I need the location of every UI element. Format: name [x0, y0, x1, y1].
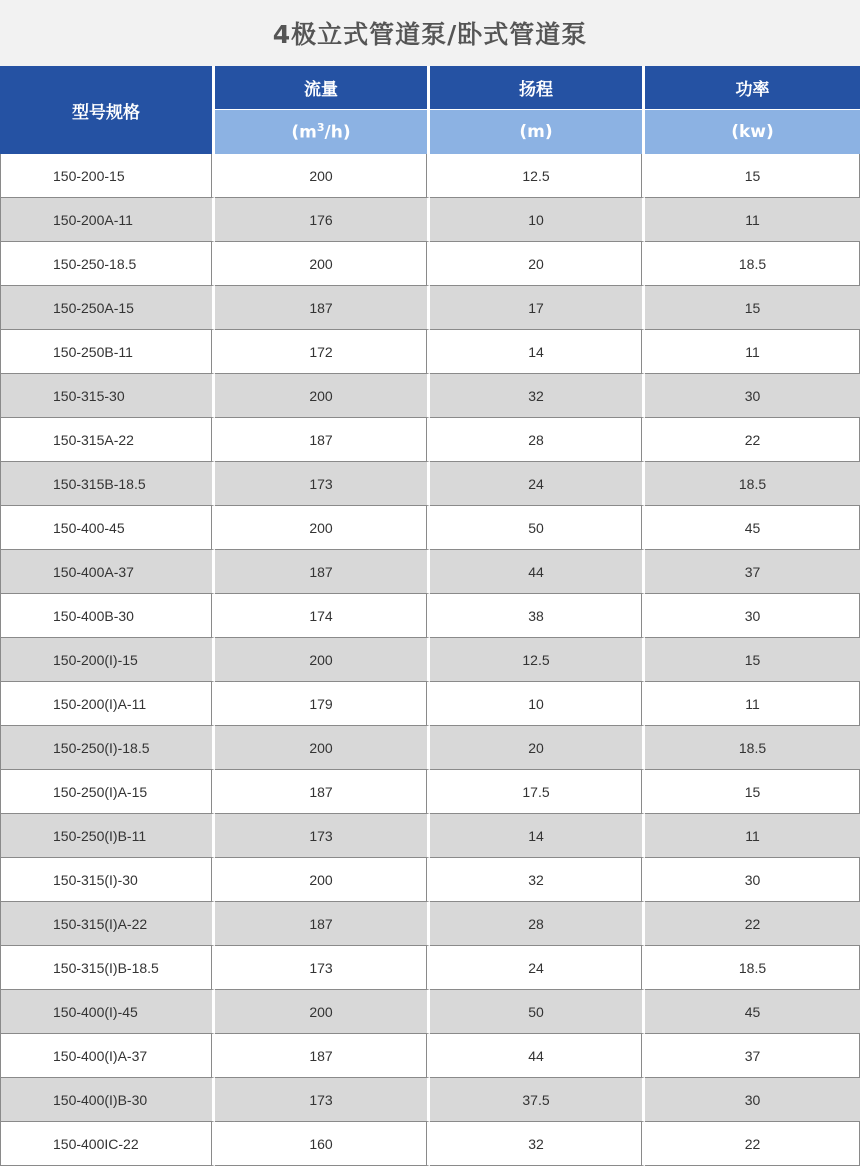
table-row: [0, 902, 860, 946]
table-body: [0, 154, 860, 1166]
table-row: [0, 286, 860, 330]
cell-flow: 176: [215, 198, 430, 242]
cell-model: 150-400(I)-45: [0, 990, 215, 1034]
flow-unit-superscript: 3: [316, 121, 325, 135]
column-header-head: 扬程: [430, 66, 645, 110]
table-row: [0, 1034, 860, 1078]
cell-power: 30: [645, 374, 860, 418]
cell-power: 18.5: [645, 726, 860, 770]
table-row: [0, 770, 860, 814]
cell-flow: 174: [215, 594, 430, 638]
cell-head: 17: [430, 286, 645, 330]
cell-head: 38: [430, 594, 645, 638]
cell-flow: 187: [215, 770, 430, 814]
cell-flow: 200: [215, 242, 430, 286]
cell-model: 150-315A-22: [0, 418, 215, 462]
column-header-model: 型号规格: [0, 66, 215, 154]
cell-power: 30: [645, 1078, 860, 1122]
cell-flow: 160: [215, 1122, 430, 1166]
table-row: [0, 418, 860, 462]
table-row: [0, 462, 860, 506]
cell-model: 150-200A-11: [0, 198, 215, 242]
cell-head: 14: [430, 330, 645, 374]
column-unit-flow: [215, 110, 430, 154]
cell-power: 45: [645, 506, 860, 550]
cell-model: 150-200(I)-15: [0, 638, 215, 682]
cell-power: 18.5: [645, 462, 860, 506]
cell-flow: 173: [215, 946, 430, 990]
cell-flow: 172: [215, 330, 430, 374]
cell-flow: 173: [215, 814, 430, 858]
cell-power: 45: [645, 990, 860, 1034]
cell-head: 28: [430, 418, 645, 462]
cell-power: 18.5: [645, 242, 860, 286]
cell-head: 14: [430, 814, 645, 858]
table-row: [0, 154, 860, 198]
cell-head: 44: [430, 550, 645, 594]
cell-power: 37: [645, 1034, 860, 1078]
cell-head: 17.5: [430, 770, 645, 814]
table-row: [0, 374, 860, 418]
cell-flow: 187: [215, 286, 430, 330]
cell-model: 150-315B-18.5: [0, 462, 215, 506]
cell-power: 15: [645, 154, 860, 198]
cell-power: 11: [645, 330, 860, 374]
cell-power: 22: [645, 418, 860, 462]
cell-power: 15: [645, 770, 860, 814]
cell-power: 37: [645, 550, 860, 594]
table-row: [0, 198, 860, 242]
cell-flow: 187: [215, 418, 430, 462]
cell-model: 150-315-30: [0, 374, 215, 418]
cell-model: 150-400(I)A-37: [0, 1034, 215, 1078]
cell-flow: 187: [215, 902, 430, 946]
cell-flow: 200: [215, 154, 430, 198]
cell-power: 11: [645, 198, 860, 242]
cell-model: 150-315(I)-30: [0, 858, 215, 902]
cell-head: 50: [430, 506, 645, 550]
cell-power: 11: [645, 682, 860, 726]
cell-power: 18.5: [645, 946, 860, 990]
cell-head: 32: [430, 374, 645, 418]
cell-power: 22: [645, 902, 860, 946]
cell-flow: 179: [215, 682, 430, 726]
table-row: [0, 550, 860, 594]
column-header-flow: 流量: [215, 66, 430, 110]
cell-model: 150-400(I)B-30: [0, 1078, 215, 1122]
cell-flow: 187: [215, 1034, 430, 1078]
table-row: [0, 990, 860, 1034]
cell-power: 30: [645, 594, 860, 638]
table-row: [0, 858, 860, 902]
cell-model: 150-250(I)B-11: [0, 814, 215, 858]
pump-spec-table: [0, 66, 860, 1166]
cell-head: 50: [430, 990, 645, 1034]
cell-model: 150-200-15: [0, 154, 215, 198]
cell-head: 10: [430, 198, 645, 242]
cell-model: 150-250A-15: [0, 286, 215, 330]
cell-power: 30: [645, 858, 860, 902]
cell-flow: 200: [215, 858, 430, 902]
cell-head: 20: [430, 242, 645, 286]
table-row: [0, 1122, 860, 1166]
cell-model: 150-400IC-22: [0, 1122, 215, 1166]
table-row: [0, 242, 860, 286]
cell-flow: 187: [215, 550, 430, 594]
cell-power: 15: [645, 286, 860, 330]
cell-head: 24: [430, 946, 645, 990]
page-title: 4极立式管道泵/卧式管道泵: [0, 0, 860, 66]
column-unit-power: (kw): [645, 110, 860, 154]
table-row: [0, 506, 860, 550]
table-row: [0, 1078, 860, 1122]
cell-power: 11: [645, 814, 860, 858]
cell-model: 150-200(I)A-11: [0, 682, 215, 726]
cell-model: 150-400A-37: [0, 550, 215, 594]
cell-head: 12.5: [430, 154, 645, 198]
cell-head: 12.5: [430, 638, 645, 682]
table-row: [0, 594, 860, 638]
cell-model: 150-400B-30: [0, 594, 215, 638]
cell-flow: 173: [215, 1078, 430, 1122]
cell-model: 150-250(I)A-15: [0, 770, 215, 814]
table-header: [0, 66, 860, 154]
cell-head: 32: [430, 1122, 645, 1166]
cell-flow: 200: [215, 506, 430, 550]
cell-flow: 200: [215, 374, 430, 418]
cell-model: 150-315(I)B-18.5: [0, 946, 215, 990]
cell-head: 28: [430, 902, 645, 946]
cell-model: 150-400-45: [0, 506, 215, 550]
cell-model: 150-250-18.5: [0, 242, 215, 286]
cell-head: 37.5: [430, 1078, 645, 1122]
cell-head: 32: [430, 858, 645, 902]
cell-power: 22: [645, 1122, 860, 1166]
cell-flow: 200: [215, 638, 430, 682]
table-row: [0, 330, 860, 374]
cell-head: 20: [430, 726, 645, 770]
cell-flow: 200: [215, 990, 430, 1034]
table-row: [0, 814, 860, 858]
table-row: [0, 682, 860, 726]
column-header-power: 功率: [645, 66, 860, 110]
table-row: [0, 726, 860, 770]
cell-model: 150-250B-11: [0, 330, 215, 374]
flow-unit-suffix: /h): [324, 122, 351, 143]
cell-power: 15: [645, 638, 860, 682]
table-row: [0, 946, 860, 990]
cell-model: 150-250(I)-18.5: [0, 726, 215, 770]
cell-head: 24: [430, 462, 645, 506]
cell-flow: 173: [215, 462, 430, 506]
cell-head: 44: [430, 1034, 645, 1078]
cell-model: 150-315(I)A-22: [0, 902, 215, 946]
cell-head: 10: [430, 682, 645, 726]
cell-flow: 200: [215, 726, 430, 770]
flow-unit-prefix: (m: [291, 122, 317, 143]
table-row: [0, 638, 860, 682]
column-unit-head: (m): [430, 110, 645, 154]
